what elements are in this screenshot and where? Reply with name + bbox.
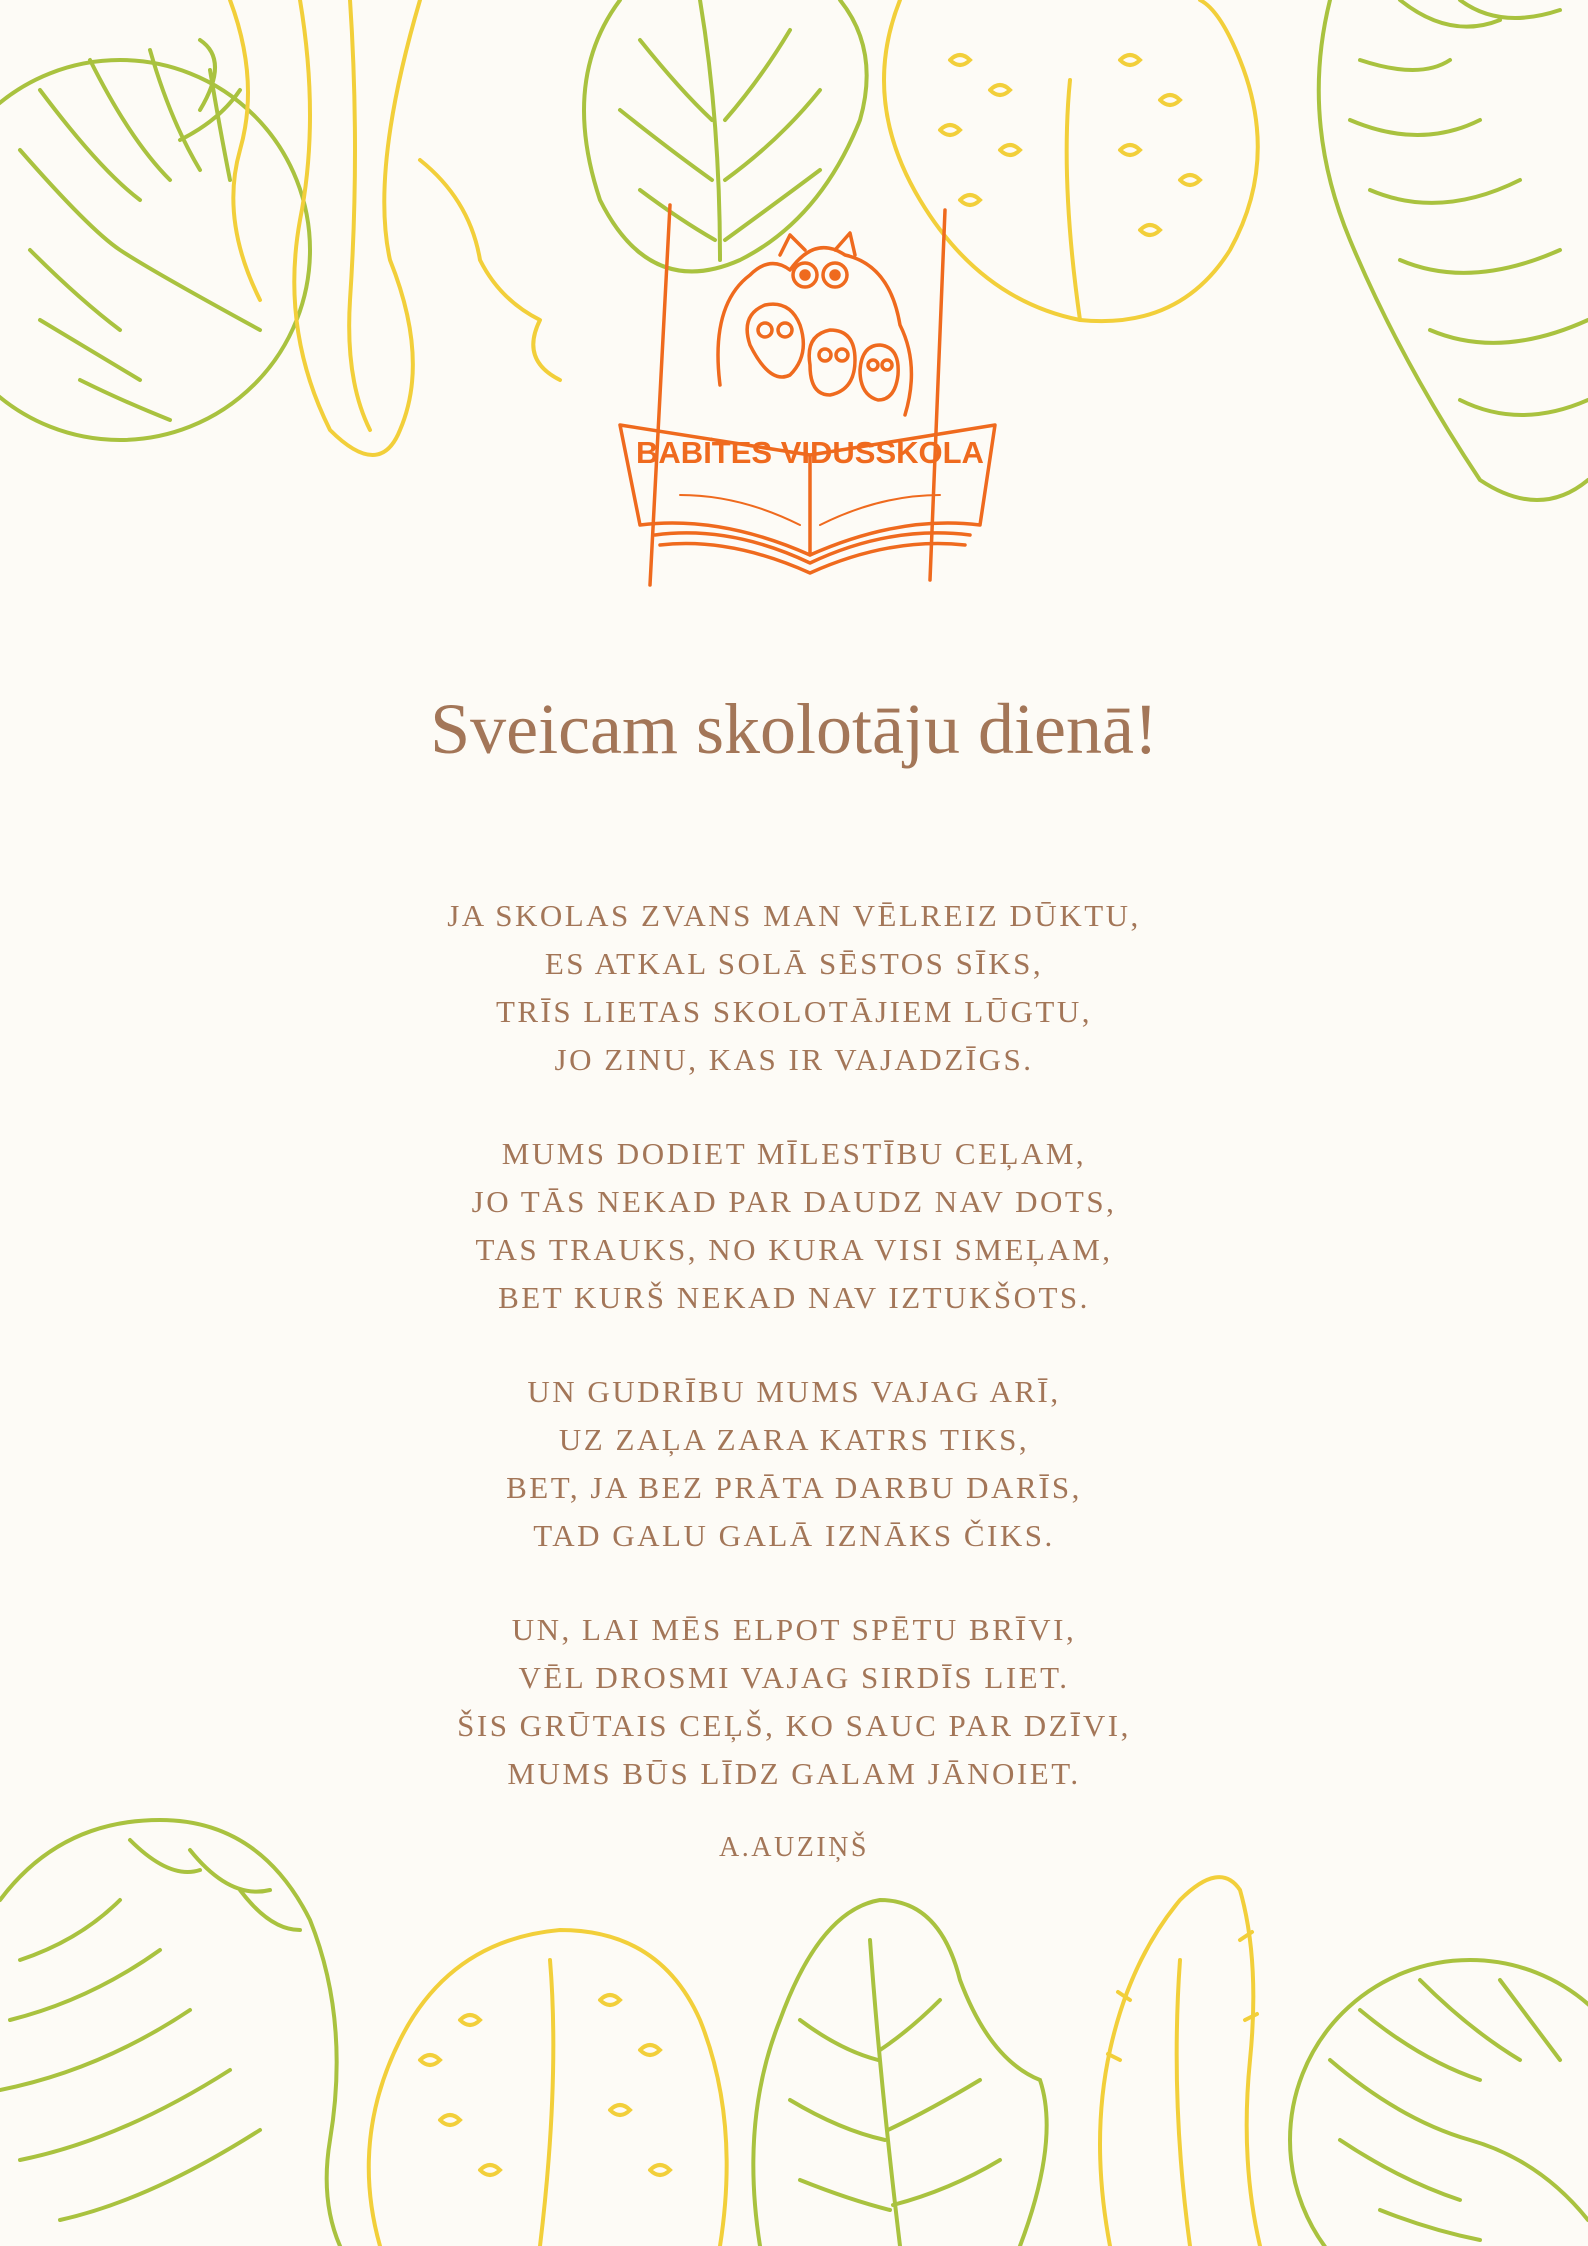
green-round-leaf-bottom <box>1290 1960 1588 2246</box>
poem-line: JO ZINU, KAS IR VAJADZĪGS. <box>554 1042 1034 1077</box>
school-logo <box>600 195 1020 605</box>
green-vein-leaf-bottom <box>753 1900 1046 2246</box>
yellow-stem-leaf <box>230 0 560 455</box>
poem-line: BET, JA BEZ PRĀTA DARBU DARĪS, <box>506 1470 1082 1505</box>
poem-stanza-1 <box>0 892 1588 1084</box>
poem-line: UN GUDRĪBU MUMS VAJAG ARĪ, <box>527 1374 1061 1409</box>
poem-line: UZ ZAĻA ZARA KATRS TIKS, <box>558 1422 1030 1457</box>
green-round-leaf <box>0 40 310 440</box>
poem-line: JA SKOLAS ZVANS MAN VĒLREIZ DŪKTU, <box>447 898 1141 933</box>
green-feather-bush <box>1319 0 1588 500</box>
poem-line: ES ATKAL SOLĀ SĒSTOS SĪKS, <box>544 946 1044 981</box>
poem-line: UN, LAI MĒS ELPOT SPĒTU BRĪVI, <box>511 1612 1077 1647</box>
bottom-foliage-illustration <box>0 1760 1588 2246</box>
yellow-stem-leaf-bottom <box>1100 1877 1260 2246</box>
poem <box>0 892 1588 1872</box>
poem-line: JO TĀS NEKAD PAR DAUDZ NAV DOTS, <box>471 1184 1117 1219</box>
poem-line: ŠIS GRŪTAIS CEĻŠ, KO SAUC PAR DZĪVI, <box>457 1708 1131 1743</box>
poem-line: BET KURŠ NEKAD NAV IZTUKŠOTS. <box>498 1280 1090 1315</box>
poem-line: MUMS BŪS LĪDZ GALAM JĀNOIET. <box>507 1756 1081 1791</box>
poem-stanza-2 <box>0 1130 1588 1322</box>
page-title: Sveicam skolotāju dienā! <box>430 689 1158 769</box>
poem-line: TRĪS LIETAS SKOLOTĀJIEM LŪGTU, <box>495 994 1093 1029</box>
poem-stanza-3 <box>0 1368 1588 1560</box>
yellow-textured-bush-bottom <box>369 1930 727 2246</box>
poem-author: A.AUZIŅŠ <box>719 1832 869 1863</box>
poem-line: TAS TRAUKS, NO KURA VISI SMEĻAM, <box>475 1232 1113 1267</box>
poem-line: TAD GALU GALĀ IZNĀKS ČIKS. <box>533 1518 1055 1553</box>
poem-line: MUMS DODIET MĪLESTĪBU CEĻAM, <box>501 1136 1087 1171</box>
poem-line: VĒL DROSMI VAJAG SIRDĪS LIET. <box>518 1660 1070 1695</box>
owl-book-emblem <box>600 195 1020 605</box>
school-name: BABĪTES VIDUSSKOLA <box>636 435 984 470</box>
green-feather-bush-bottom <box>0 1820 340 2246</box>
